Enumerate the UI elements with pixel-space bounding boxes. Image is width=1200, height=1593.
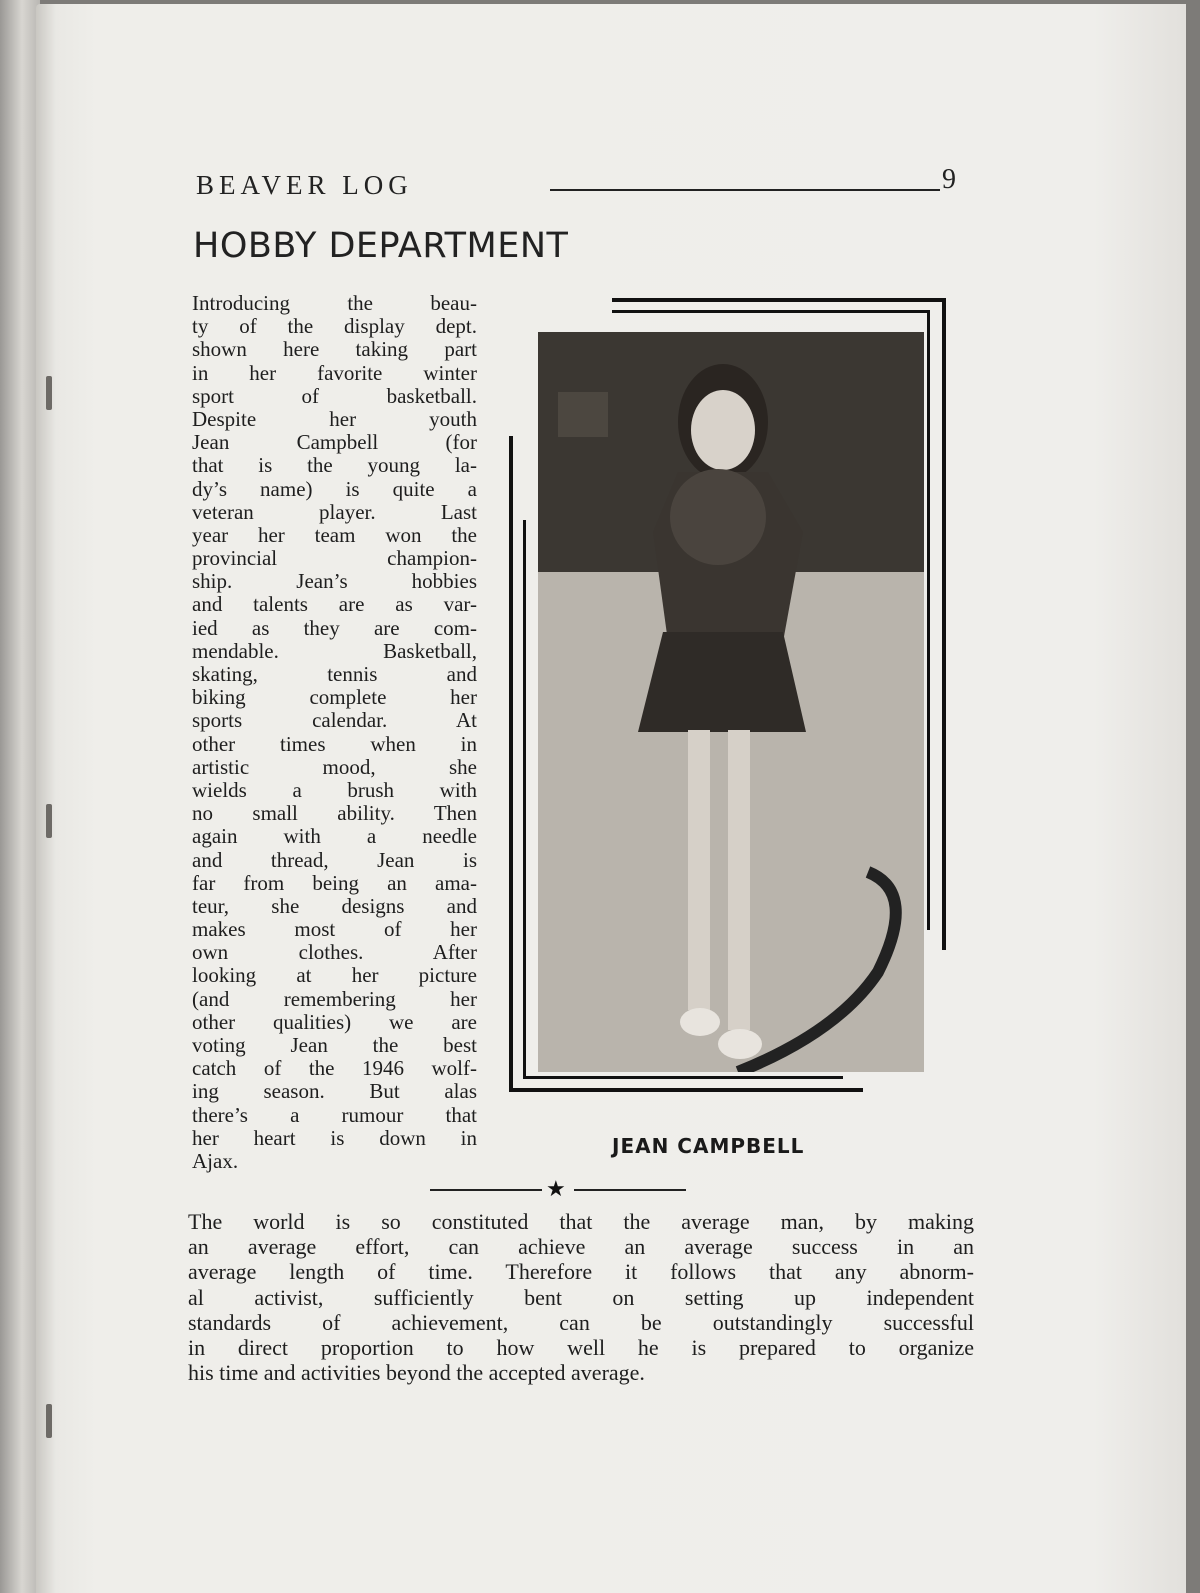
article-line-text: veteran player. Last xyxy=(192,499,477,524)
article-line-text: again with a needle xyxy=(192,824,477,849)
article-line-text: artistic mood, she xyxy=(192,754,477,779)
article-line-text: her heart is down in xyxy=(192,1125,477,1150)
page-number: 9 xyxy=(942,164,956,195)
article-line-text: own clothes. After xyxy=(192,940,477,965)
article-line-text: year her team won the xyxy=(192,522,477,547)
article-line-text: and thread, Jean is xyxy=(192,847,477,872)
facing-page-edge xyxy=(0,0,40,1593)
article-line-text: other times when in xyxy=(192,731,477,756)
essay-line-text: his time and activities beyond the accepted average. xyxy=(188,1360,645,1386)
article-line-text: Despite her youth xyxy=(192,406,477,431)
essay-paragraph xyxy=(188,1209,974,1385)
frame-bracket xyxy=(942,298,946,950)
running-title: BEAVER LOG xyxy=(196,170,413,200)
essay-line-text: in direct proportion to how well he is prepared to organize xyxy=(188,1334,974,1360)
essay-line-text: standards of achievement, can be outstandingly successful xyxy=(188,1309,974,1335)
frame-bracket xyxy=(509,436,513,1090)
article-line-text: ied as they are com- xyxy=(192,615,477,640)
essay-line-text: an average effort, can achieve an average success in an xyxy=(188,1234,974,1260)
essay-line-text: al activist, sufficiently bent on setting up independent xyxy=(188,1284,974,1310)
shoe xyxy=(680,1008,720,1036)
article-line-text: looking at her picture xyxy=(192,963,477,988)
staple xyxy=(46,1404,52,1438)
article-line-text: Jean Campbell (for xyxy=(192,430,477,455)
shoe xyxy=(718,1029,762,1059)
article-line-text: voting Jean the best xyxy=(192,1033,477,1057)
article-line-text: provincial champion- xyxy=(192,546,477,571)
leg xyxy=(728,730,750,1030)
article-line-text: there’s a rumour that xyxy=(192,1102,477,1127)
leg xyxy=(688,730,710,1010)
frame-bracket xyxy=(509,1088,863,1092)
essay-line-text: The world is so constituted that the average man, by making xyxy=(188,1209,974,1234)
article-line-text: teur, she designs and xyxy=(192,893,477,918)
essay-line-text: average length of time. Therefore it follows that any abnorm- xyxy=(188,1259,974,1285)
article-line-text: in her favorite winter xyxy=(192,360,477,385)
running-header xyxy=(196,164,956,204)
staple xyxy=(46,376,52,410)
article-body xyxy=(192,292,477,1173)
article-line-text: catch of the 1946 wolf- xyxy=(192,1056,477,1081)
skirt xyxy=(638,632,806,732)
article-line-text: other qualities) we are xyxy=(192,1009,477,1034)
article-line-text: far from being an ama- xyxy=(192,870,477,895)
article-line-text: ship. Jean’s hobbies xyxy=(192,569,477,594)
article-line-text: (and remembering her xyxy=(192,986,477,1011)
article-line-text: mendable. Basketball, xyxy=(192,638,477,663)
basketball-player-photo xyxy=(538,332,924,1072)
basketball xyxy=(670,469,766,565)
article-line-text: sport of basketball. xyxy=(192,383,477,408)
frame-bracket xyxy=(612,298,946,302)
staple xyxy=(46,804,52,838)
divider-rule xyxy=(430,1189,542,1191)
article-line-text: that is the young la- xyxy=(192,453,477,478)
photo-illustration xyxy=(538,332,924,1072)
article-line-text: and talents are as var- xyxy=(192,592,477,617)
frame-bracket xyxy=(612,310,930,313)
photo-caption: JEAN CAMPBELL xyxy=(612,1134,805,1158)
article-line-text: biking complete her xyxy=(192,685,477,710)
section-title: HOBBY DEPARTMENT xyxy=(193,226,569,266)
article-line-text: sports calendar. At xyxy=(192,708,477,733)
article-line-text: shown here taking part xyxy=(192,337,477,362)
star-icon: ★ xyxy=(546,1177,566,1202)
article-line-text: wields a brush with xyxy=(192,777,477,802)
article-line-text: ing season. But alas xyxy=(192,1079,477,1104)
frame-bracket xyxy=(523,520,526,1078)
wall-sign xyxy=(558,392,608,437)
article-line-text: Ajax. xyxy=(192,1148,239,1173)
article-line-text: dy’s name) is quite a xyxy=(192,476,477,501)
article-line-text: ty of the display dept. xyxy=(192,314,477,339)
header-rule xyxy=(550,189,940,191)
face xyxy=(691,390,755,470)
article-line-text: makes most of her xyxy=(192,917,477,942)
frame-bracket xyxy=(523,1076,843,1079)
frame-bracket xyxy=(927,310,930,930)
section-divider xyxy=(430,1179,688,1201)
divider-rule xyxy=(574,1189,686,1191)
article-line-text: Introducing the beau- xyxy=(192,291,477,315)
article-line-text: skating, tennis and xyxy=(192,662,477,686)
article-line-text: no small ability. Then xyxy=(192,801,477,826)
